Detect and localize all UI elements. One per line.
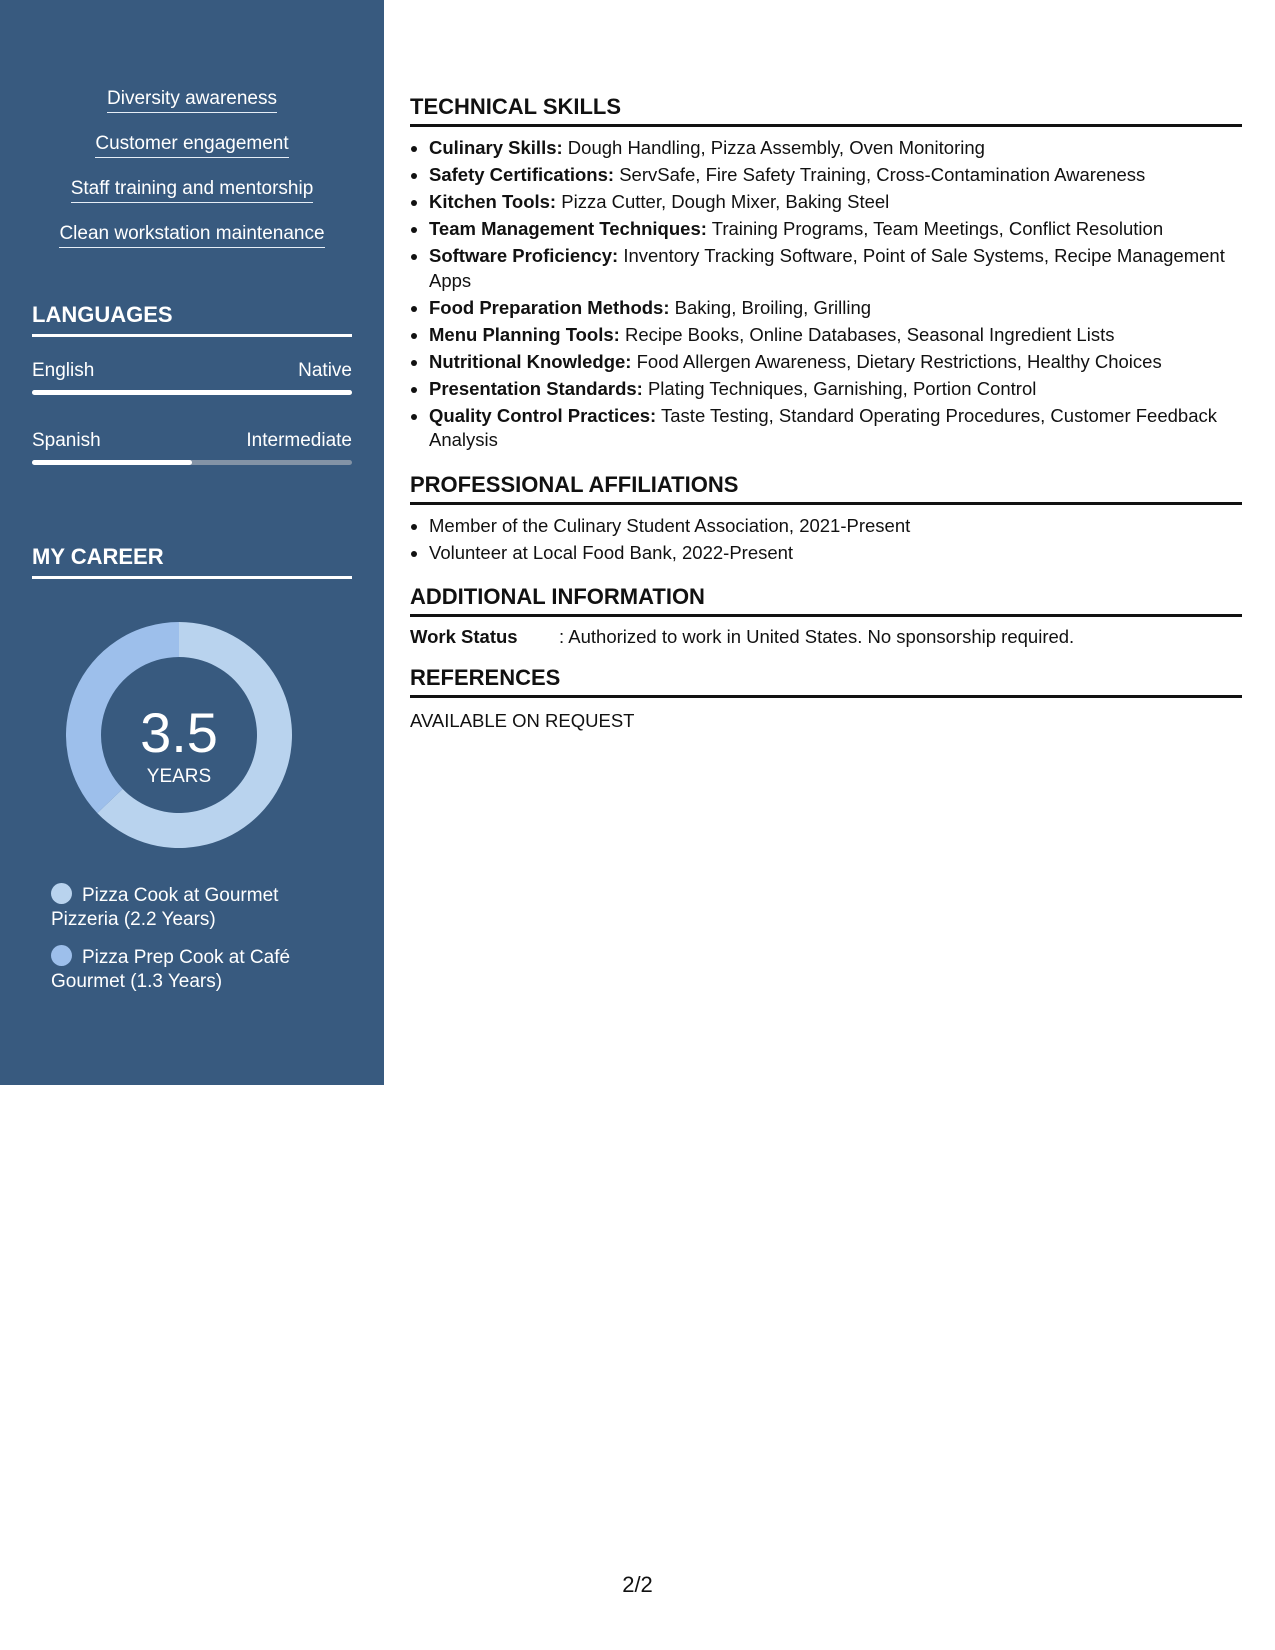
list-item — [429, 163, 1242, 188]
legend-label: Pizza Cook at Gourmet Pizzeria (2.2 Years) — [51, 885, 279, 930]
work-status-label: Work Status — [410, 626, 518, 647]
skill-category: Safety Certifications: — [429, 164, 615, 185]
career-total-value: 3.5 — [140, 701, 218, 764]
skill-category: Software Proficiency: — [429, 245, 619, 266]
technical-skills-heading: TECHNICAL SKILLS — [410, 94, 1242, 127]
career-total-unit: YEARS — [146, 766, 212, 787]
language-name: English — [32, 360, 95, 381]
skill-category: Culinary Skills: — [429, 137, 563, 158]
skill-detail: Recipe Books, Online Databases, Seasonal Ingredient Lists — [624, 323, 1115, 345]
skill-label: Clean workstation maintenance — [59, 223, 324, 248]
sidebar — [0, 0, 384, 1085]
language-bar-spanish — [32, 460, 352, 465]
list-item — [429, 377, 1242, 402]
skill-detail: Inventory Tracking Software, Point of Sale Systems, Recipe Management Apps — [429, 245, 1225, 291]
skill-detail: Plating Techniques, Garnishing, Portion Control — [647, 377, 1037, 399]
skill-detail: Pizza Cutter, Dough Mixer, Baking Steel — [561, 191, 890, 212]
skill-detail: Food Allergen Awareness, Dietary Restrictions, Healthy Choices — [636, 350, 1162, 372]
work-status-value: : Authorized to work in United States. No sponsorship required. — [559, 626, 1075, 647]
skill-category: Kitchen Tools: — [429, 191, 557, 212]
affiliations-heading: PROFESSIONAL AFFILIATIONS — [410, 472, 1242, 505]
additional-info-heading: ADDITIONAL INFORMATION — [410, 584, 1242, 617]
list-item — [429, 217, 1242, 242]
legend-dot — [51, 945, 72, 966]
skill-item — [0, 133, 384, 155]
skill-detail: Training Programs, Team Meetings, Conflict Resolution — [711, 218, 1164, 239]
list-item — [429, 296, 1242, 321]
languages-heading: LANGUAGES — [32, 302, 352, 337]
career-heading: MY CAREER — [32, 544, 352, 579]
skill-category: Quality Control Practices: — [429, 404, 657, 426]
list-item — [429, 190, 1242, 215]
language-name: Spanish — [32, 430, 101, 451]
career-legend-item — [51, 945, 321, 994]
career-legend-item — [51, 883, 321, 932]
language-bar-fill — [32, 460, 192, 465]
references-text: AVAILABLE ON REQUEST — [410, 710, 635, 731]
skill-label: Diversity awareness — [107, 88, 277, 113]
skill-label: Customer engagement — [95, 133, 288, 158]
skill-label: Staff training and mentorship — [71, 178, 314, 203]
language-bar-fill — [32, 390, 352, 395]
list-item — [429, 404, 1242, 453]
language-bar-english — [32, 390, 352, 395]
skill-detail: Taste Testing, Standard Operating Procedures, Customer Feedback Analysis — [429, 404, 1218, 450]
list-item: • Member of the Culinary Student Association, 2021-Present — [429, 514, 1242, 539]
list-item — [429, 323, 1242, 348]
skill-detail: ServSafe, Fire Safety Training, Cross-Contamination Awareness — [619, 164, 1146, 185]
language-row-english — [32, 360, 352, 382]
list-item — [429, 244, 1242, 293]
language-level: Intermediate — [246, 430, 352, 451]
skill-category: Nutritional Knowledge: — [429, 350, 632, 372]
list-item — [429, 136, 1242, 161]
language-row-spanish — [32, 430, 352, 452]
career-donut-chart — [66, 622, 292, 848]
page-number: 2/2 — [622, 1572, 653, 1597]
technical-skills-list — [410, 136, 1242, 455]
skill-category: Menu Planning Tools: — [429, 323, 620, 345]
skill-detail: Dough Handling, Pizza Assembly, Oven Monitoring — [567, 137, 985, 158]
language-level: Native — [298, 360, 352, 381]
skill-item — [0, 223, 384, 245]
skill-category: Team Management Techniques: — [429, 218, 707, 239]
affiliations-list — [410, 514, 1242, 568]
skill-item — [0, 178, 384, 200]
legend-label: Pizza Prep Cook at Café Gourmet (1.3 Years) — [51, 947, 291, 992]
skill-category: Presentation Standards: — [429, 377, 643, 399]
legend-dot — [51, 883, 72, 904]
references-heading: REFERENCES — [410, 665, 1242, 698]
list-item: • Volunteer at Local Food Bank, 2022-Present — [429, 541, 1242, 566]
skill-item — [0, 88, 384, 110]
skill-category: Food Preparation Methods: — [429, 296, 670, 318]
skill-detail: Baking, Broiling, Grilling — [674, 296, 872, 318]
list-item — [429, 350, 1242, 375]
